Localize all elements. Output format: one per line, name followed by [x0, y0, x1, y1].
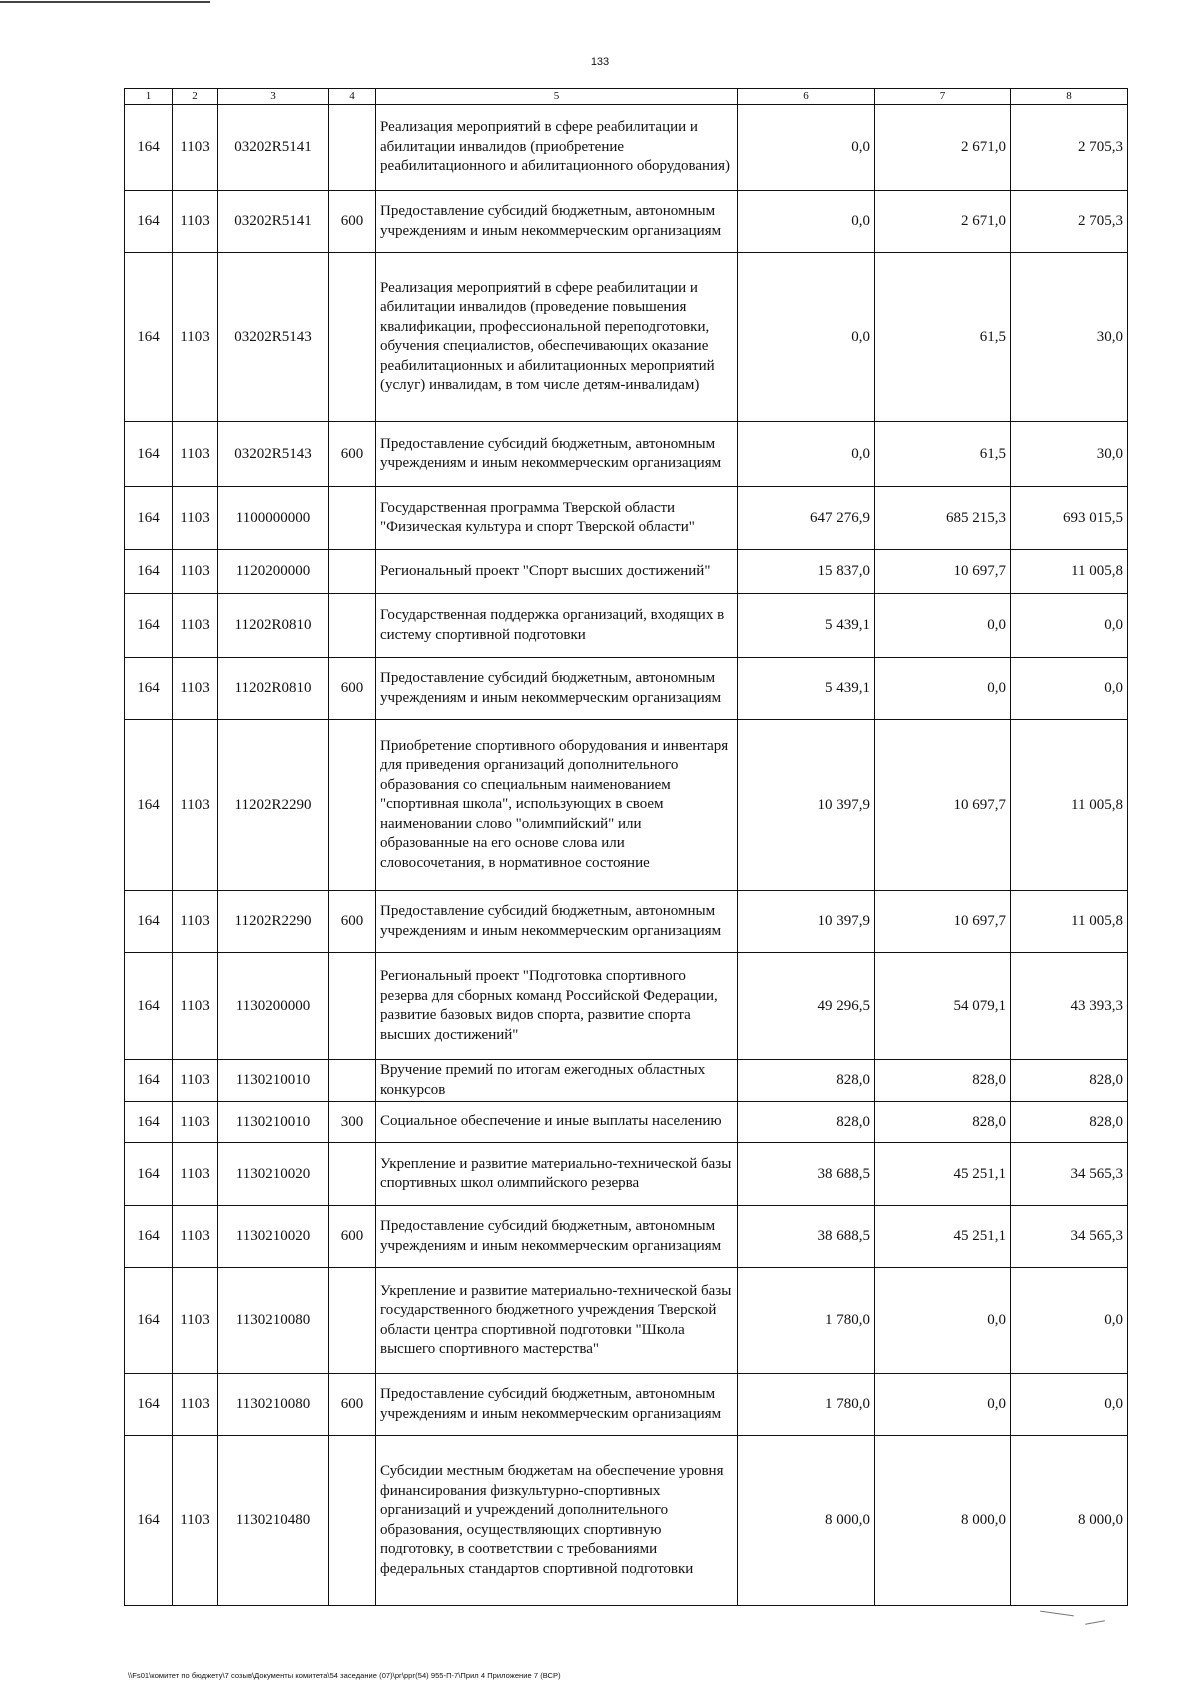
- amount-cell-col8: 30,0: [1011, 253, 1128, 422]
- amount-cell-col6: 8 000,0: [738, 1436, 875, 1606]
- section-code-cell: 1103: [173, 1206, 218, 1268]
- header-cell: 2: [173, 89, 218, 105]
- expense-type-cell: [329, 1436, 376, 1606]
- header-cell: 8: [1011, 89, 1128, 105]
- table-row: [125, 891, 1128, 953]
- amount-cell-col8: 2 705,3: [1011, 105, 1128, 191]
- expense-type-cell: [329, 594, 376, 658]
- expense-type-cell: [329, 105, 376, 191]
- amount-cell-col6: 5 439,1: [738, 594, 875, 658]
- expense-type-cell: 600: [329, 1206, 376, 1268]
- amount-cell-col8: 828,0: [1011, 1102, 1128, 1143]
- section-code-cell: 1103: [173, 253, 218, 422]
- description-cell: Предоставление субсидий бюджетным, автономным учреждениям и иным некоммерческим организациям: [376, 422, 738, 487]
- admin-code-cell: 164: [125, 1143, 173, 1206]
- amount-cell-col7: 828,0: [875, 1060, 1011, 1102]
- amount-cell-col6: 38 688,5: [738, 1143, 875, 1206]
- amount-cell-col6: 38 688,5: [738, 1206, 875, 1268]
- amount-cell-col7: 685 215,3: [875, 487, 1011, 550]
- target-item-cell: 1120200000: [218, 550, 329, 594]
- amount-cell-col6: 10 397,9: [738, 891, 875, 953]
- description-cell: Субсидии местным бюджетам на обеспечение уровня финансирования физкультурно-спортивных организаций и учреждений дополнительного образования, осуществляющих спортивную подготовку, в соответствии с требованиями федеральных стандартов спортивной подготовки: [376, 1436, 738, 1606]
- amount-cell-col6: 10 397,9: [738, 720, 875, 891]
- amount-cell-col7: 45 251,1: [875, 1206, 1011, 1268]
- admin-code-cell: 164: [125, 594, 173, 658]
- amount-cell-col6: 828,0: [738, 1060, 875, 1102]
- amount-cell-col8: 0,0: [1011, 1268, 1128, 1374]
- amount-cell-col6: 828,0: [738, 1102, 875, 1143]
- amount-cell-col7: 0,0: [875, 594, 1011, 658]
- section-code-cell: 1103: [173, 1436, 218, 1606]
- amount-cell-col8: 828,0: [1011, 1060, 1128, 1102]
- description-cell: Укрепление и развитие материально-технической базы государственного бюджетного учреждения Тверской области центра спортивной подготовки "Школа высшего спортивного мастерства": [376, 1268, 738, 1374]
- description-cell: Реализация мероприятий в сфере реабилитации и абилитации инвалидов (проведение повышения квалификации, профессиональной переподготовки, обучения специалистов, обеспечивающих оказание реабилитационных и абилитационных мероприятий (услуг) инвалидам, в том числе детям-инвалидам): [376, 253, 738, 422]
- admin-code-cell: 164: [125, 422, 173, 487]
- table-row: [125, 191, 1128, 253]
- table-row: [125, 253, 1128, 422]
- amount-cell-col8: 0,0: [1011, 594, 1128, 658]
- amount-cell-col6: 1 780,0: [738, 1374, 875, 1436]
- amount-cell-col8: 693 015,5: [1011, 487, 1128, 550]
- expense-type-cell: [329, 1268, 376, 1374]
- amount-cell-col6: 647 276,9: [738, 487, 875, 550]
- amount-cell-col8: 30,0: [1011, 422, 1128, 487]
- amount-cell-col8: 0,0: [1011, 658, 1128, 720]
- amount-cell-col7: 0,0: [875, 1268, 1011, 1374]
- document-file-path: \\Fs01\комитет по бюджету\7 созыв\Документы комитета\54 заседание (07)\рг\ррг(54) 955-П-7\Прил 4 Приложение 7 (ВСР): [128, 1671, 561, 1680]
- header-cell: 6: [738, 89, 875, 105]
- target-item-cell: 1130210480: [218, 1436, 329, 1606]
- amount-cell-col7: 0,0: [875, 658, 1011, 720]
- target-item-cell: 1130210010: [218, 1060, 329, 1102]
- target-item-cell: 03202R5143: [218, 422, 329, 487]
- amount-cell-col6: 0,0: [738, 105, 875, 191]
- amount-cell-col7: 45 251,1: [875, 1143, 1011, 1206]
- table-header-row: [125, 89, 1128, 105]
- scan-mark: [1040, 1611, 1074, 1617]
- section-code-cell: 1103: [173, 191, 218, 253]
- target-item-cell: 1100000000: [218, 487, 329, 550]
- table-row: [125, 953, 1128, 1060]
- amount-cell-col6: 5 439,1: [738, 658, 875, 720]
- table-row: [125, 550, 1128, 594]
- amount-cell-col7: 54 079,1: [875, 953, 1011, 1060]
- amount-cell-col7: 828,0: [875, 1102, 1011, 1143]
- header-cell: 4: [329, 89, 376, 105]
- amount-cell-col6: 15 837,0: [738, 550, 875, 594]
- section-code-cell: 1103: [173, 953, 218, 1060]
- target-item-cell: 1130200000: [218, 953, 329, 1060]
- section-code-cell: 1103: [173, 1102, 218, 1143]
- expense-type-cell: 600: [329, 1374, 376, 1436]
- description-cell: Региональный проект "Спорт высших достижений": [376, 550, 738, 594]
- target-item-cell: 1130210080: [218, 1374, 329, 1436]
- target-item-cell: 1130210010: [218, 1102, 329, 1143]
- target-item-cell: 1130210080: [218, 1268, 329, 1374]
- admin-code-cell: 164: [125, 658, 173, 720]
- table-row: [125, 1268, 1128, 1374]
- admin-code-cell: 164: [125, 891, 173, 953]
- expense-type-cell: 300: [329, 1102, 376, 1143]
- amount-cell-col7: 2 671,0: [875, 191, 1011, 253]
- target-item-cell: 1130210020: [218, 1143, 329, 1206]
- amount-cell-col7: 8 000,0: [875, 1436, 1011, 1606]
- table-row: [125, 105, 1128, 191]
- budget-table: [124, 88, 1128, 1606]
- target-item-cell: 1130210020: [218, 1206, 329, 1268]
- amount-cell-col8: 11 005,8: [1011, 550, 1128, 594]
- section-code-cell: 1103: [173, 594, 218, 658]
- amount-cell-col8: 34 565,3: [1011, 1143, 1128, 1206]
- section-code-cell: 1103: [173, 550, 218, 594]
- scan-top-rule: [0, 1, 210, 3]
- section-code-cell: 1103: [173, 720, 218, 891]
- expense-type-cell: 600: [329, 191, 376, 253]
- target-item-cell: 11202R2290: [218, 891, 329, 953]
- expense-type-cell: [329, 1060, 376, 1102]
- description-cell: Предоставление субсидий бюджетным, автономным учреждениям и иным некоммерческим организациям: [376, 891, 738, 953]
- section-code-cell: 1103: [173, 658, 218, 720]
- admin-code-cell: 164: [125, 1102, 173, 1143]
- header-cell: 7: [875, 89, 1011, 105]
- section-code-cell: 1103: [173, 1060, 218, 1102]
- amount-cell-col8: 2 705,3: [1011, 191, 1128, 253]
- page-number: 133: [590, 56, 610, 68]
- section-code-cell: 1103: [173, 1143, 218, 1206]
- description-cell: Предоставление субсидий бюджетным, автономным учреждениям и иным некоммерческим организациям: [376, 1374, 738, 1436]
- table-row: [125, 720, 1128, 891]
- section-code-cell: 1103: [173, 422, 218, 487]
- description-cell: Приобретение спортивного оборудования и инвентаря для приведения организаций дополнительного образования со специальным наименованием "спортивная школа", использующих в своем наименовании слово "олимпийский" или образованные на его основе слова или словосочетания, в нормативное состояние: [376, 720, 738, 891]
- amount-cell-col7: 10 697,7: [875, 891, 1011, 953]
- expense-type-cell: [329, 1143, 376, 1206]
- amount-cell-col7: 0,0: [875, 1374, 1011, 1436]
- admin-code-cell: 164: [125, 720, 173, 891]
- amount-cell-col8: 0,0: [1011, 1374, 1128, 1436]
- amount-cell-col7: 10 697,7: [875, 720, 1011, 891]
- admin-code-cell: 164: [125, 1374, 173, 1436]
- description-cell: Предоставление субсидий бюджетным, автономным учреждениям и иным некоммерческим организациям: [376, 658, 738, 720]
- target-item-cell: 03202R5141: [218, 191, 329, 253]
- expense-type-cell: [329, 487, 376, 550]
- section-code-cell: 1103: [173, 105, 218, 191]
- admin-code-cell: 164: [125, 487, 173, 550]
- section-code-cell: 1103: [173, 1374, 218, 1436]
- table-row: [125, 1060, 1128, 1102]
- amount-cell-col8: 43 393,3: [1011, 953, 1128, 1060]
- amount-cell-col6: 0,0: [738, 253, 875, 422]
- description-cell: Региональный проект "Подготовка спортивного резерва для сборных команд Российской Федерации, развитие базовых видов спорта, развитие спорта высших достижений": [376, 953, 738, 1060]
- section-code-cell: 1103: [173, 891, 218, 953]
- scan-mark: [1085, 1620, 1105, 1624]
- header-cell: 5: [376, 89, 738, 105]
- table-row: [125, 1206, 1128, 1268]
- description-cell: Государственная программа Тверской области "Физическая культура и спорт Тверской области": [376, 487, 738, 550]
- amount-cell-col7: 2 671,0: [875, 105, 1011, 191]
- amount-cell-col6: 49 296,5: [738, 953, 875, 1060]
- admin-code-cell: 164: [125, 191, 173, 253]
- section-code-cell: 1103: [173, 1268, 218, 1374]
- header-cell: 1: [125, 89, 173, 105]
- amount-cell-col7: 10 697,7: [875, 550, 1011, 594]
- table-row: [125, 1374, 1128, 1436]
- expense-type-cell: [329, 720, 376, 891]
- admin-code-cell: 164: [125, 953, 173, 1060]
- target-item-cell: 11202R0810: [218, 594, 329, 658]
- expense-type-cell: [329, 253, 376, 422]
- description-cell: Реализация мероприятий в сфере реабилитации и абилитации инвалидов (приобретение реабилитационного и абилитационного оборудования): [376, 105, 738, 191]
- description-cell: Укрепление и развитие материально-технической базы спортивных школ олимпийского резерва: [376, 1143, 738, 1206]
- amount-cell-col6: 0,0: [738, 191, 875, 253]
- admin-code-cell: 164: [125, 1268, 173, 1374]
- amount-cell-col8: 8 000,0: [1011, 1436, 1128, 1606]
- expense-type-cell: 600: [329, 658, 376, 720]
- admin-code-cell: 164: [125, 253, 173, 422]
- admin-code-cell: 164: [125, 1206, 173, 1268]
- table-row: [125, 487, 1128, 550]
- target-item-cell: 03202R5141: [218, 105, 329, 191]
- table-row: [125, 422, 1128, 487]
- expense-type-cell: [329, 550, 376, 594]
- target-item-cell: 11202R2290: [218, 720, 329, 891]
- description-cell: Предоставление субсидий бюджетным, автономным учреждениям и иным некоммерческим организациям: [376, 1206, 738, 1268]
- description-cell: Государственная поддержка организаций, входящих в систему спортивной подготовки: [376, 594, 738, 658]
- table-row: [125, 1436, 1128, 1606]
- target-item-cell: 03202R5143: [218, 253, 329, 422]
- table-row: [125, 1102, 1128, 1143]
- admin-code-cell: 164: [125, 1436, 173, 1606]
- amount-cell-col8: 11 005,8: [1011, 720, 1128, 891]
- expense-type-cell: 600: [329, 422, 376, 487]
- admin-code-cell: 164: [125, 105, 173, 191]
- admin-code-cell: 164: [125, 1060, 173, 1102]
- target-item-cell: 11202R0810: [218, 658, 329, 720]
- expense-type-cell: 600: [329, 891, 376, 953]
- amount-cell-col8: 11 005,8: [1011, 891, 1128, 953]
- table-row: [125, 1143, 1128, 1206]
- section-code-cell: 1103: [173, 487, 218, 550]
- header-cell: 3: [218, 89, 329, 105]
- description-cell: Вручение премий по итогам ежегодных областных конкурсов: [376, 1060, 738, 1102]
- amount-cell-col7: 61,5: [875, 253, 1011, 422]
- amount-cell-col6: 1 780,0: [738, 1268, 875, 1374]
- admin-code-cell: 164: [125, 550, 173, 594]
- table-row: [125, 594, 1128, 658]
- description-cell: Социальное обеспечение и иные выплаты населению: [376, 1102, 738, 1143]
- amount-cell-col8: 34 565,3: [1011, 1206, 1128, 1268]
- amount-cell-col6: 0,0: [738, 422, 875, 487]
- description-cell: Предоставление субсидий бюджетным, автономным учреждениям и иным некоммерческим организациям: [376, 191, 738, 253]
- table-row: [125, 658, 1128, 720]
- amount-cell-col7: 61,5: [875, 422, 1011, 487]
- expense-type-cell: [329, 953, 376, 1060]
